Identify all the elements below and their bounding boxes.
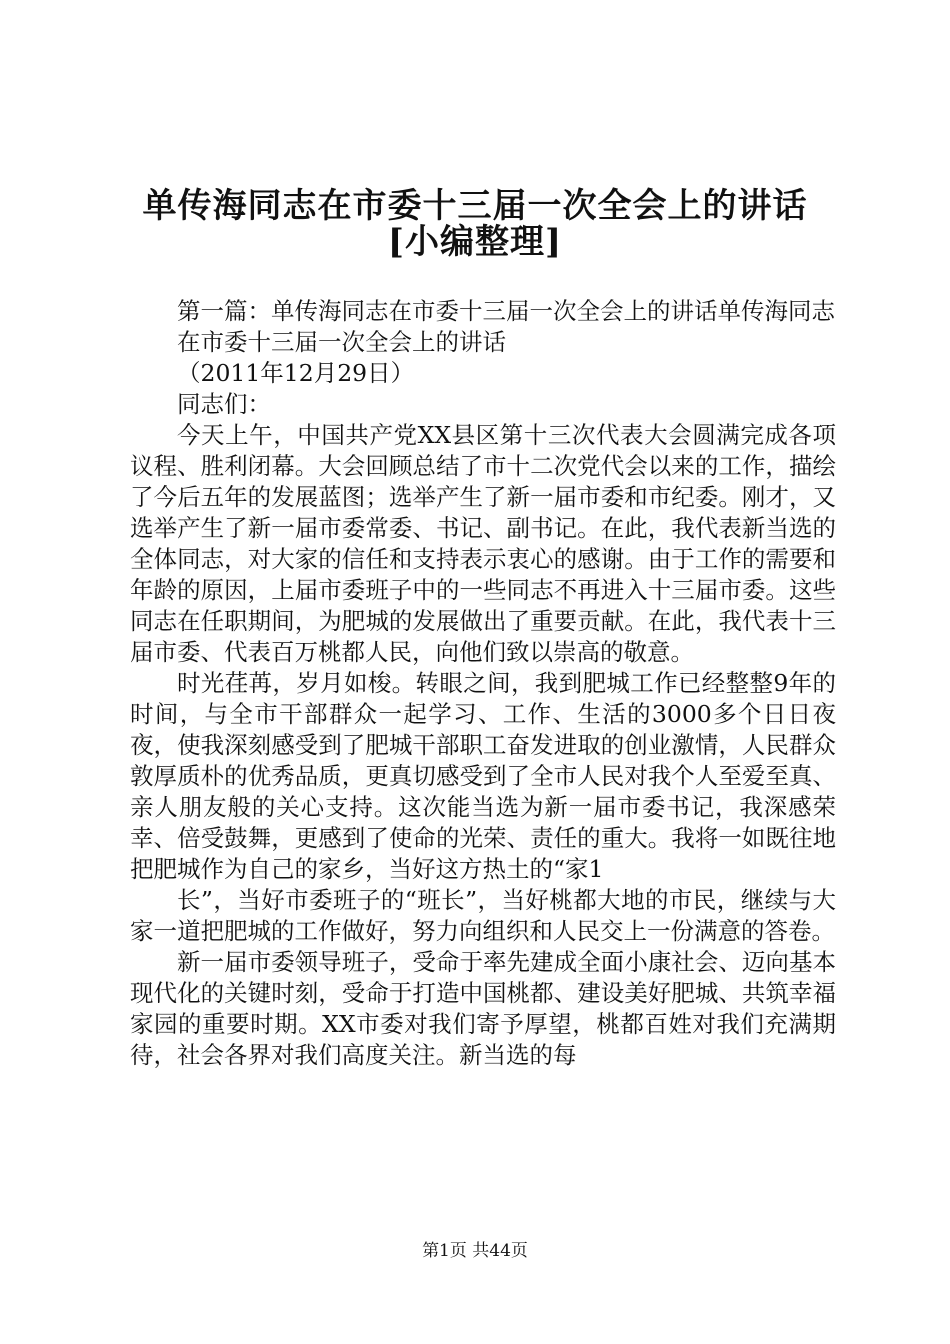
paragraph-subtitle: 在市委十三届一次全会上的讲话 [177,328,506,356]
paragraph-body: 长”，当好市委班子的“班长”，当好桃都大地的市民，继续与大家一道把肥城的工作做好，努力向组织和人民交上一份满意的答卷。 [130,886,836,945]
page-number-footer: 第1页 共44页 [422,1241,528,1261]
paragraph-body: 新一届市委领导班子，受命于率先建成全面小康社会、迈向基本现代化的关键时刻，受命于打造中国桃都、建设美好肥城、共筑幸福家园的重要时期。XX市委对我们寄予厚望，桃都百姓对我们充满期待，社会各界对我们高度关注。新当选的每 [130,948,836,1069]
paragraph-salutation: 同志们： [177,390,271,418]
paragraph-date: （2011年12月29日） [177,359,415,387]
paragraph-heading: 第一篇：单传海同志在市委十三届一次全会上的讲话单传海同志 [177,297,835,325]
paragraph-body: 今天上午，中国共产党XX县区第十三次代表大会圆满完成各项议程、胜利闭幕。大会回顾总结了市十二次党代会以来的工作，描绘了今后五年的发展蓝图；选举产生了新一届市委和市纪委。刚才，又选举产生了新一届市委常委、书记、副书记。在此，我代表新当选的全体同志，对大家的信任和支持表示衷心的感谢。由于工作的需要和年龄的原因，上届市委班子中的一些同志不再进入十三届市委。这些同志在任职期间，为肥城的发展做出了重要贡献。在此，我代表十三届市委、代表百万桃都人民，向他们致以崇高的敬意。 [130,421,836,666]
document-body [130,296,836,1071]
document-title: 单传海同志在市委十三届一次全会上的讲话 [142,186,808,226]
document-title-subtitle: [小编整理] [387,222,563,262]
paragraph-body: 时光荏苒，岁月如梭。转眼之间，我到肥城工作已经整整9年的时间，与全市干部群众一起学习、工作、生活的3000多个日日夜夜，使我深刻感受到了肥城干部职工奋发进取的创业激情，人民群众敦厚质朴的优秀品质，更真切感受到了全市人民对我个人至爱至真、亲人朋友般的关心支持。这次能当选为新一届市委书记，我深感荣幸、倍受鼓舞，更感到了使命的光荣、责任的重大。我将一如既往地把肥城作为自己的家乡，当好这方热土的“家1 [130,669,836,883]
